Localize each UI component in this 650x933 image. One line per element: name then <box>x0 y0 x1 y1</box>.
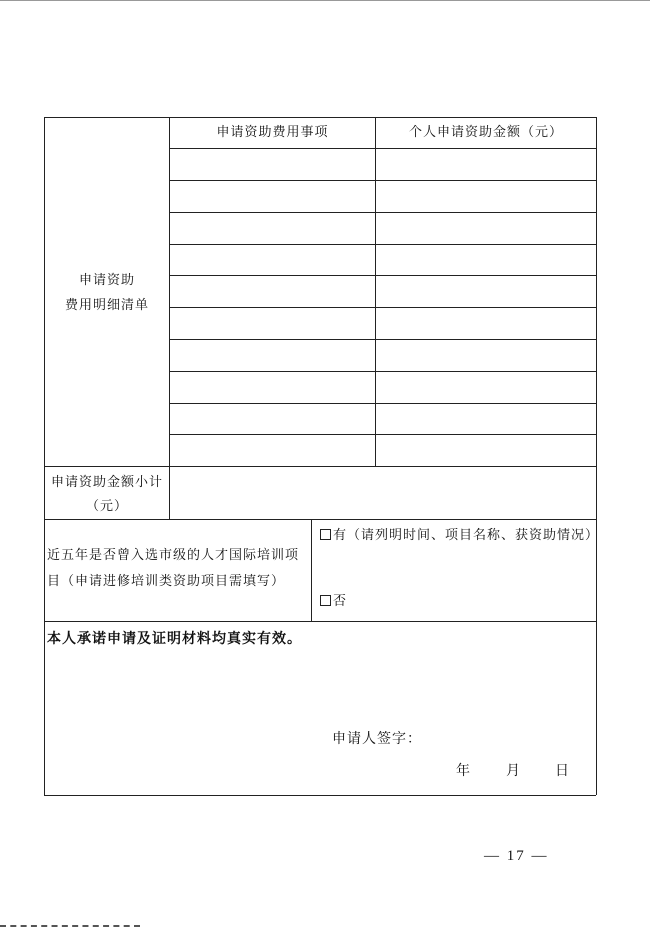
subtotal-label-line2: （元） <box>85 499 128 514</box>
detail-item-cell[interactable] <box>170 181 375 212</box>
detail-item-cell[interactable] <box>170 276 375 307</box>
column-header-amount: 个人申请资助金额（元） <box>408 125 563 140</box>
table-row-divider-history <box>44 519 596 520</box>
detail-item-cell[interactable] <box>170 213 375 244</box>
detail-item-cell[interactable] <box>170 435 375 466</box>
detail-label-line2: 费用明细清单 <box>64 298 149 313</box>
page-top-edge <box>0 0 650 5</box>
date-day-label: 日 <box>555 763 570 779</box>
table-border-left <box>44 117 45 795</box>
detail-amount-cell[interactable] <box>376 245 596 275</box>
history-question-line1: 近五年是否曾入选市级的人才国际培训项 <box>47 548 300 563</box>
table-border-top <box>44 117 596 118</box>
history-column-divider <box>311 519 312 621</box>
detail-amount-cell[interactable] <box>376 404 596 434</box>
table-border-bottom <box>44 795 596 796</box>
detail-item-cell[interactable] <box>170 372 375 403</box>
detail-item-cell[interactable] <box>170 308 375 339</box>
detail-label-line1: 申请资助 <box>78 273 135 288</box>
detail-amount-cell[interactable] <box>376 435 596 466</box>
subtotal-amount-cell[interactable] <box>170 467 596 519</box>
detail-item-cell[interactable] <box>170 340 375 371</box>
date-month-label: 月 <box>506 763 521 779</box>
declaration-statement: 本人承诺申请及证明材料均真实有效。 <box>47 631 302 647</box>
history-question <box>47 547 309 591</box>
detail-amount-cell[interactable] <box>376 213 596 244</box>
scan-edge-mark <box>0 925 140 929</box>
detail-item-cell[interactable] <box>170 245 375 275</box>
detail-amount-cell[interactable] <box>376 149 596 180</box>
checkbox-yes[interactable] <box>320 529 331 540</box>
page-number: — 17 — <box>484 848 549 864</box>
detail-item-cell[interactable] <box>170 404 375 434</box>
option-no-label: 否 <box>333 594 348 609</box>
column-header-item: 申请资助费用事项 <box>216 125 329 140</box>
table-row-divider-declaration <box>44 621 596 622</box>
option-no[interactable] <box>320 593 347 611</box>
detail-amount-cell[interactable] <box>376 308 596 339</box>
history-question-line2: 目（申请进修培训类资助项目需填写） <box>47 574 286 589</box>
signature-field[interactable] <box>430 726 590 750</box>
detail-amount-cell[interactable] <box>376 340 596 371</box>
detail-item-cell[interactable] <box>170 149 375 180</box>
date-year-label: 年 <box>456 763 471 779</box>
subtotal-label-line1: 申请资助金额小计 <box>50 475 163 490</box>
checkbox-no[interactable] <box>320 595 331 606</box>
detail-section-label <box>45 272 169 315</box>
subtotal-label <box>45 474 169 516</box>
signature-label: 申请人签字： <box>332 731 422 747</box>
detail-amount-cell[interactable] <box>376 372 596 403</box>
table-border-right <box>596 117 597 795</box>
detail-amount-cell[interactable] <box>376 276 596 307</box>
option-yes-label: 有（请列明时间、项目名称、获资助情况） <box>333 528 600 543</box>
option-yes[interactable] <box>320 527 599 545</box>
detail-amount-cell[interactable] <box>376 181 596 212</box>
